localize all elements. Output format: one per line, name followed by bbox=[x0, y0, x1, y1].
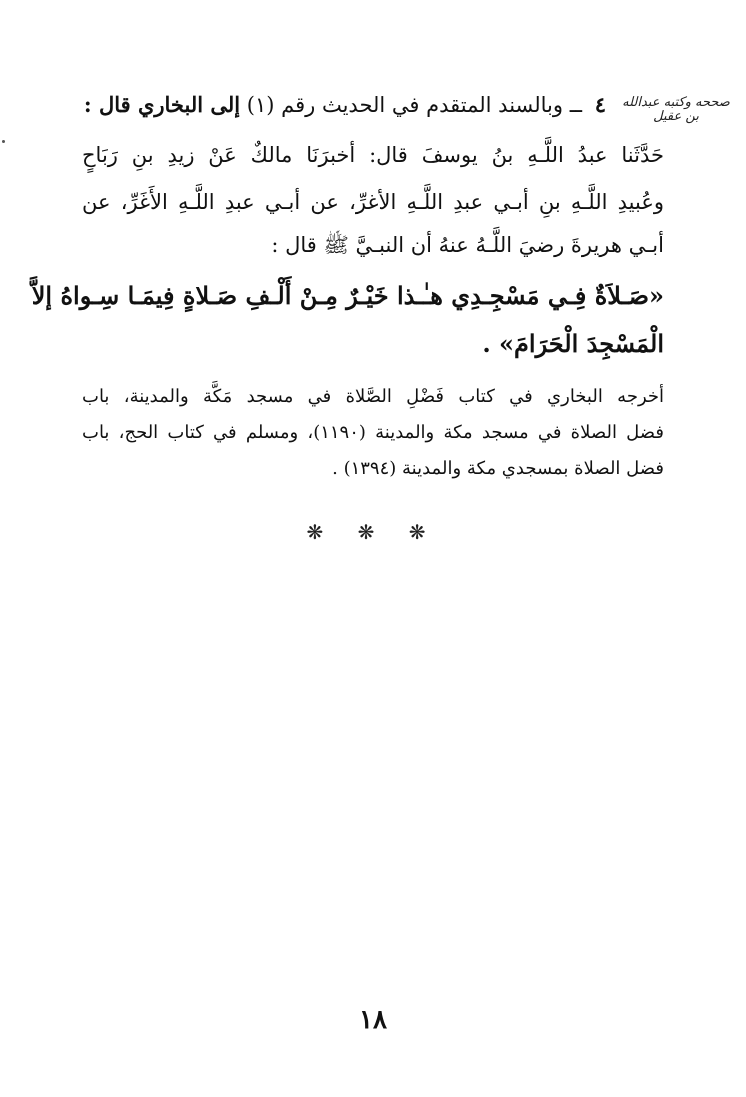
takhrij-note-line: فضل الصلاة بمسجدي مكة والمدينة (١٣٩٤) . bbox=[332, 458, 664, 479]
narration-chain-line: حَدَّثَنا عبدُ اللَّـهِ بنُ يوسفَ قال: أخبرَنَا مالكٌ عَنْ زيدِ بنِ رَبَاحٍ bbox=[82, 143, 664, 167]
hadith-heading bbox=[83, 92, 606, 117]
page-number: ١٨ bbox=[359, 1005, 387, 1035]
hadith-text-line: الْمَسْجِدَ الْحَرَامَ» . bbox=[482, 329, 664, 358]
hadith-number: ٤ bbox=[594, 92, 606, 117]
narration-chain-line: أبـي هريرةَ رضيَ اللَّـهُ عنهُ أن النبـيَّ ﷺ قال : bbox=[271, 233, 664, 257]
scan-edge-mark bbox=[2, 140, 5, 143]
heading-bold-text: إلى البخاري قال : bbox=[83, 92, 241, 117]
takhrij-note-line: أخرجه البخاري في كتاب فَضْلِ الصَّلاة في مسجد مَكَّة والمدينة، باب bbox=[82, 386, 664, 407]
section-separator: ❋ ❋ ❋ bbox=[306, 520, 440, 544]
hadith-text-line: «صَـلاَةٌ فِـي مَسْجِـدِي هـٰـذا خَيْـرٌ مِـنْ أَلْـفِ صَـلاةٍ فِيمَـا سِـواهُ إلاَّ bbox=[31, 281, 664, 310]
narration-chain-line: وعُبيدِ اللَّـهِ بنِ أبـي عبدِ اللَّـهِ الأغرِّ، عن أبـي عبدِ اللَّـهِ الأَغَرِّ، عن bbox=[82, 190, 664, 214]
handwritten-annotation: صححه وكتبه عبدالله بن عقيل bbox=[622, 95, 730, 124]
heading-chain-text: ــ وبالسند المتقدم في الحديث رقم (١) bbox=[246, 93, 583, 117]
takhrij-note-line: فضل الصلاة في مسجد مكة والمدينة (١١٩٠)، ومسلم في كتاب الحج، باب bbox=[82, 422, 664, 443]
